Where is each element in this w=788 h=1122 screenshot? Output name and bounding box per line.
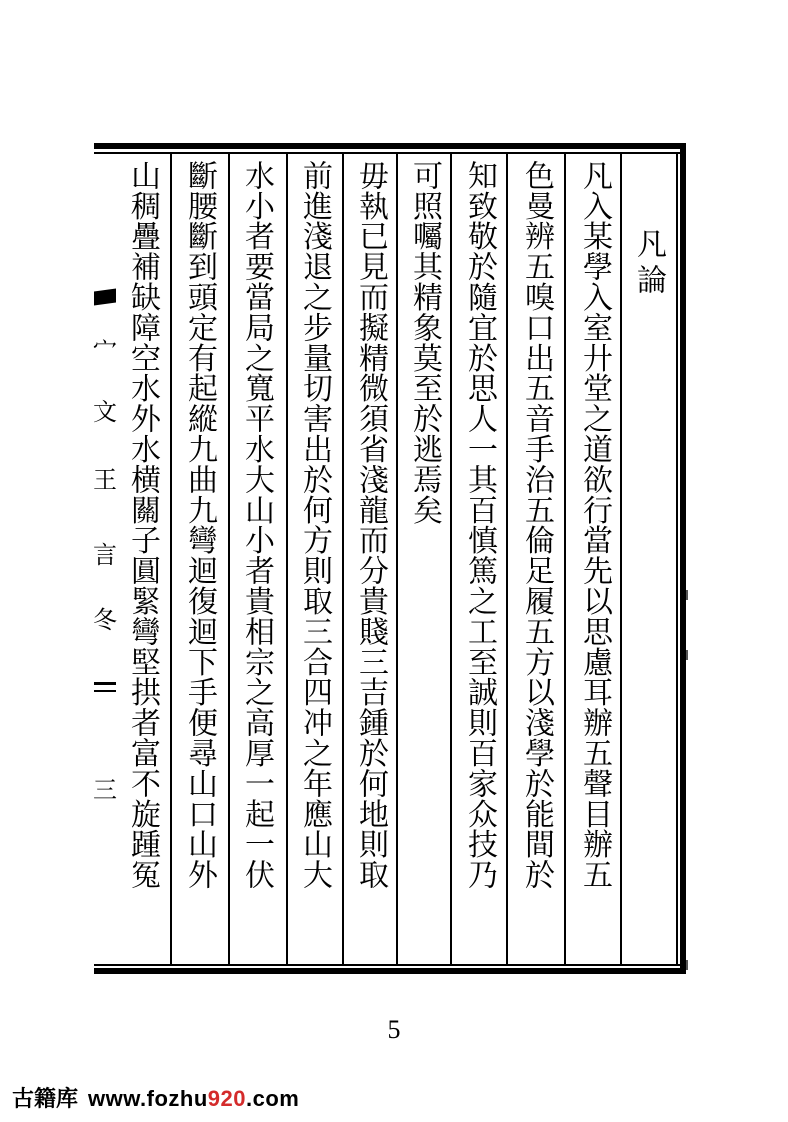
frame-bottom-inner-line xyxy=(94,964,686,966)
column-divider xyxy=(506,153,508,965)
text-column-9: 山稠疊補缺障空水外水横關子圓緊彎堅拱者富不旋踵冤 xyxy=(125,160,160,890)
edge-mark xyxy=(686,590,688,600)
spine-glyph: 三 xyxy=(93,776,117,804)
frame-right-inner-line xyxy=(676,152,678,966)
column-divider xyxy=(286,153,288,965)
column-divider xyxy=(170,153,172,965)
spine-rule xyxy=(94,682,116,685)
spine-glyph: 王 xyxy=(93,466,117,494)
frame-right-border xyxy=(680,143,686,974)
edge-mark xyxy=(686,960,688,970)
text-column-7: 水小者要當局之寬平水大山小者貴相宗之高厚一起一伏 xyxy=(239,160,274,890)
text-column-8: 斷腰斷到頭定有起縱九曲九彎迴復迴下手便尋山口山外 xyxy=(182,160,217,890)
column-divider xyxy=(228,153,230,965)
frame-bottom-border xyxy=(94,968,686,974)
edge-mark xyxy=(686,650,688,660)
column-divider xyxy=(450,153,452,965)
column-divider xyxy=(342,153,344,965)
column-divider xyxy=(620,153,622,965)
column-divider xyxy=(564,153,566,965)
page-number: 5 xyxy=(387,1015,401,1044)
spine-glyph: 冬 xyxy=(93,606,117,634)
column-divider xyxy=(396,153,398,965)
text-column-4: 可照囑其精象莫至於逃焉矣 xyxy=(407,160,442,525)
spine-glyph: 言 xyxy=(93,541,117,569)
section-heading: 凡論 xyxy=(631,228,666,300)
footer-watermark xyxy=(12,1082,299,1113)
text-column-6: 前進淺退之步量切害出於何方則取三合四冲之年應山大 xyxy=(297,160,332,890)
frame-top-inner-line xyxy=(94,152,686,154)
text-column-1: 凡入某學入室廾堂之道欲行當先以思慮耳辦五聲目辦五 xyxy=(577,160,612,890)
spine-black-mark xyxy=(94,288,116,305)
footer-label: 古籍库 xyxy=(12,1087,79,1112)
spine-glyph: 宀 xyxy=(93,336,117,364)
spine-glyph: 文 xyxy=(93,398,117,426)
text-column-2: 色曼辨五嗅口出五音手治五倫足履五方以淺學於能間於 xyxy=(519,160,554,890)
text-column-5: 毋執已見而擬精微須省淺龍而分貴賤三吉鍾於何地則取 xyxy=(353,160,388,890)
frame-top-border xyxy=(94,143,686,149)
footer-site-link[interactable]: www.fozhu920.com xyxy=(88,1086,300,1111)
spine-rule xyxy=(94,690,116,692)
text-column-3: 知致敬於隨宜於思人一其百慎篤之工至誠則百家众技乃 xyxy=(462,160,497,890)
